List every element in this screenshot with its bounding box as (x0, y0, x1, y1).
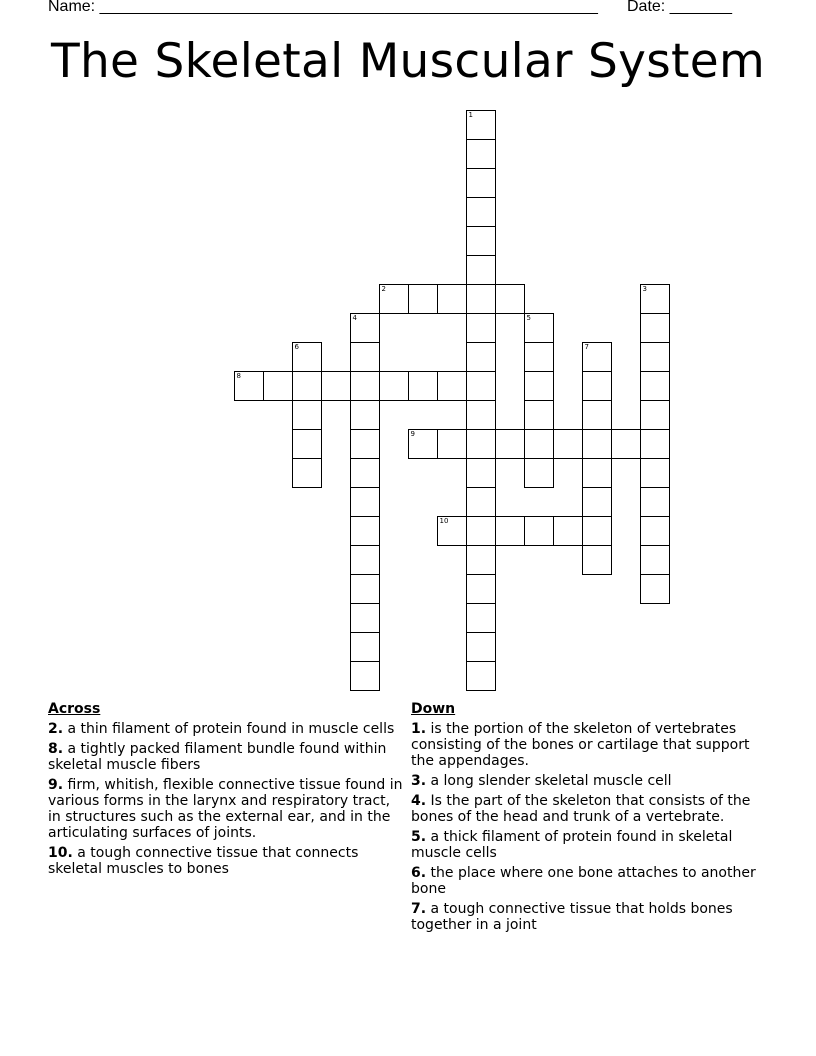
clue-text: a tightly packed filament bundle found within skeletal muscle fibers (48, 741, 387, 773)
crossword-cell[interactable] (466, 226, 496, 256)
crossword-cell[interactable] (466, 342, 496, 372)
crossword-cell[interactable] (408, 284, 438, 314)
crossword-cell[interactable] (437, 284, 467, 314)
crossword-cell[interactable] (350, 371, 380, 401)
crossword-cell[interactable] (350, 574, 380, 604)
clue-text: a thick filament of protein found in skeletal muscle cells (411, 829, 733, 861)
clue-down-6 (411, 865, 771, 897)
clue-number: 10. (48, 845, 73, 861)
clue-text: a long slender skeletal muscle cell (430, 773, 672, 789)
crossword-cell[interactable] (582, 545, 612, 575)
across-clues (48, 701, 404, 881)
crossword-cell[interactable] (582, 458, 612, 488)
clue-number-label: 7 (584, 343, 589, 351)
crossword-cell[interactable] (524, 400, 554, 430)
crossword-cell[interactable] (466, 632, 496, 662)
crossword-cell[interactable] (582, 487, 612, 517)
across-heading: Across (48, 701, 101, 717)
crossword-cell[interactable] (379, 284, 409, 314)
crossword-cell[interactable] (350, 661, 380, 691)
clue-down-7 (411, 901, 771, 933)
clue-text: Is the part of the skeleton that consists of the bones of the head and trunk of a vertebrate. (411, 793, 751, 825)
crossword-cell[interactable] (350, 400, 380, 430)
clue-number: 1. (411, 721, 427, 737)
clue-text: a tough connective tissue that connects skeletal muscles to bones (48, 845, 359, 877)
crossword-cell[interactable] (640, 313, 670, 343)
crossword-cell[interactable] (524, 458, 554, 488)
crossword-cell[interactable] (640, 516, 670, 546)
clue-number-label: 1 (468, 111, 473, 119)
crossword-cell[interactable] (466, 545, 496, 575)
crossword-cell[interactable] (640, 400, 670, 430)
date-field[interactable]: Date: _______ (627, 0, 732, 15)
crossword-cell[interactable] (582, 516, 612, 546)
crossword-cell[interactable] (408, 429, 438, 459)
crossword-cell[interactable] (466, 110, 496, 140)
clue-number: 7. (411, 901, 427, 917)
clue-text: is the portion of the skeleton of vertebrates consisting of the bones or cartilage that support the appendages. (411, 721, 750, 769)
clue-text: a thin filament of protein found in muscle cells (67, 721, 395, 737)
crossword-cell[interactable] (437, 516, 467, 546)
crossword-cell[interactable] (292, 342, 322, 372)
clue-number-label: 3 (642, 285, 647, 293)
clue-across-10 (48, 845, 404, 877)
crossword-cell[interactable] (350, 632, 380, 662)
clue-down-5 (411, 829, 771, 861)
crossword-cell[interactable] (640, 342, 670, 372)
crossword-cell[interactable] (524, 429, 554, 459)
crossword-cell[interactable] (466, 661, 496, 691)
crossword-cell[interactable] (582, 342, 612, 372)
crossword-cell[interactable] (466, 168, 496, 198)
crossword-cell[interactable] (582, 429, 612, 459)
crossword-cell[interactable] (640, 574, 670, 604)
crossword-cell[interactable] (466, 516, 496, 546)
crossword-cell[interactable] (495, 516, 525, 546)
clue-down-1 (411, 721, 771, 769)
clue-number: 5. (411, 829, 427, 845)
crossword-cell[interactable] (640, 487, 670, 517)
crossword-cell[interactable] (263, 371, 293, 401)
clue-down-3 (411, 773, 771, 789)
crossword-cell[interactable] (640, 545, 670, 575)
crossword-cell[interactable] (350, 487, 380, 517)
crossword-cell[interactable] (466, 400, 496, 430)
clue-number-label: 2 (381, 285, 386, 293)
crossword-cell[interactable] (350, 603, 380, 633)
clue-number: 3. (411, 773, 427, 789)
crossword-cell[interactable] (408, 371, 438, 401)
crossword-cell[interactable] (466, 255, 496, 285)
crossword-cell[interactable] (524, 371, 554, 401)
crossword-cell[interactable] (553, 429, 583, 459)
clue-number: 6. (411, 865, 427, 881)
crossword-cell[interactable] (495, 429, 525, 459)
crossword-cell[interactable] (553, 516, 583, 546)
crossword-cell[interactable] (524, 313, 554, 343)
clue-number: 9. (48, 777, 64, 793)
crossword-cell[interactable] (640, 429, 670, 459)
clue-text: the place where one bone attaches to another bone (411, 865, 756, 897)
crossword-cell[interactable] (292, 458, 322, 488)
crossword-cell[interactable] (350, 342, 380, 372)
crossword-cell[interactable] (379, 371, 409, 401)
down-clues (411, 701, 771, 937)
crossword-cell[interactable] (640, 284, 670, 314)
crossword-cell[interactable] (292, 371, 322, 401)
crossword-cell[interactable] (466, 574, 496, 604)
page-title: The Skeletal Muscular System (50, 34, 766, 89)
crossword-cell[interactable] (640, 371, 670, 401)
crossword-cell[interactable] (437, 429, 467, 459)
crossword-cell[interactable] (466, 197, 496, 227)
crossword-cell[interactable] (466, 139, 496, 169)
crossword-cell[interactable] (292, 429, 322, 459)
clue-text: firm, whitish, flexible connective tissue found in various forms in the larynx and respiratory tract, in structures such as the external ear, and in the articulating surfaces of joints. (48, 777, 403, 841)
crossword-cell[interactable] (582, 371, 612, 401)
crossword-cell[interactable] (437, 371, 467, 401)
clue-down-4 (411, 793, 771, 825)
crossword-cell[interactable] (524, 342, 554, 372)
clue-number-label: 4 (352, 314, 357, 322)
clue-across-8 (48, 741, 404, 773)
crossword-cell[interactable] (234, 371, 264, 401)
crossword-cell[interactable] (466, 313, 496, 343)
down-heading: Down (411, 701, 456, 717)
clue-number-label: 9 (410, 430, 415, 438)
crossword-cell[interactable] (495, 284, 525, 314)
clue-across-9 (48, 777, 404, 841)
crossword-cell[interactable] (582, 400, 612, 430)
crossword-cell[interactable] (466, 429, 496, 459)
crossword-cell[interactable] (350, 458, 380, 488)
crossword-cell[interactable] (524, 516, 554, 546)
clue-text: a tough connective tissue that holds bones together in a joint (411, 901, 733, 933)
clue-number-label: 10 (439, 517, 449, 525)
clue-number: 4. (411, 793, 427, 809)
clue-number-label: 6 (294, 343, 299, 351)
crossword-cell[interactable] (611, 429, 641, 459)
clue-number-label: 8 (236, 372, 241, 380)
crossword-cell[interactable] (466, 284, 496, 314)
clue-number: 2. (48, 721, 64, 737)
crossword-cell[interactable] (350, 313, 380, 343)
clue-across-2 (48, 721, 404, 737)
crossword-cell[interactable] (321, 371, 351, 401)
crossword-cell[interactable] (640, 458, 670, 488)
name-field[interactable]: Name: ________________________________________________________ (48, 0, 598, 15)
crossword-cell[interactable] (350, 545, 380, 575)
clue-number: 8. (48, 741, 64, 757)
crossword-cell[interactable] (350, 516, 380, 546)
crossword-cell[interactable] (466, 458, 496, 488)
crossword-cell[interactable] (466, 487, 496, 517)
clue-number-label: 5 (526, 314, 531, 322)
crossword-cell[interactable] (466, 603, 496, 633)
crossword-cell[interactable] (350, 429, 380, 459)
crossword-cell[interactable] (292, 400, 322, 430)
crossword-cell[interactable] (466, 371, 496, 401)
